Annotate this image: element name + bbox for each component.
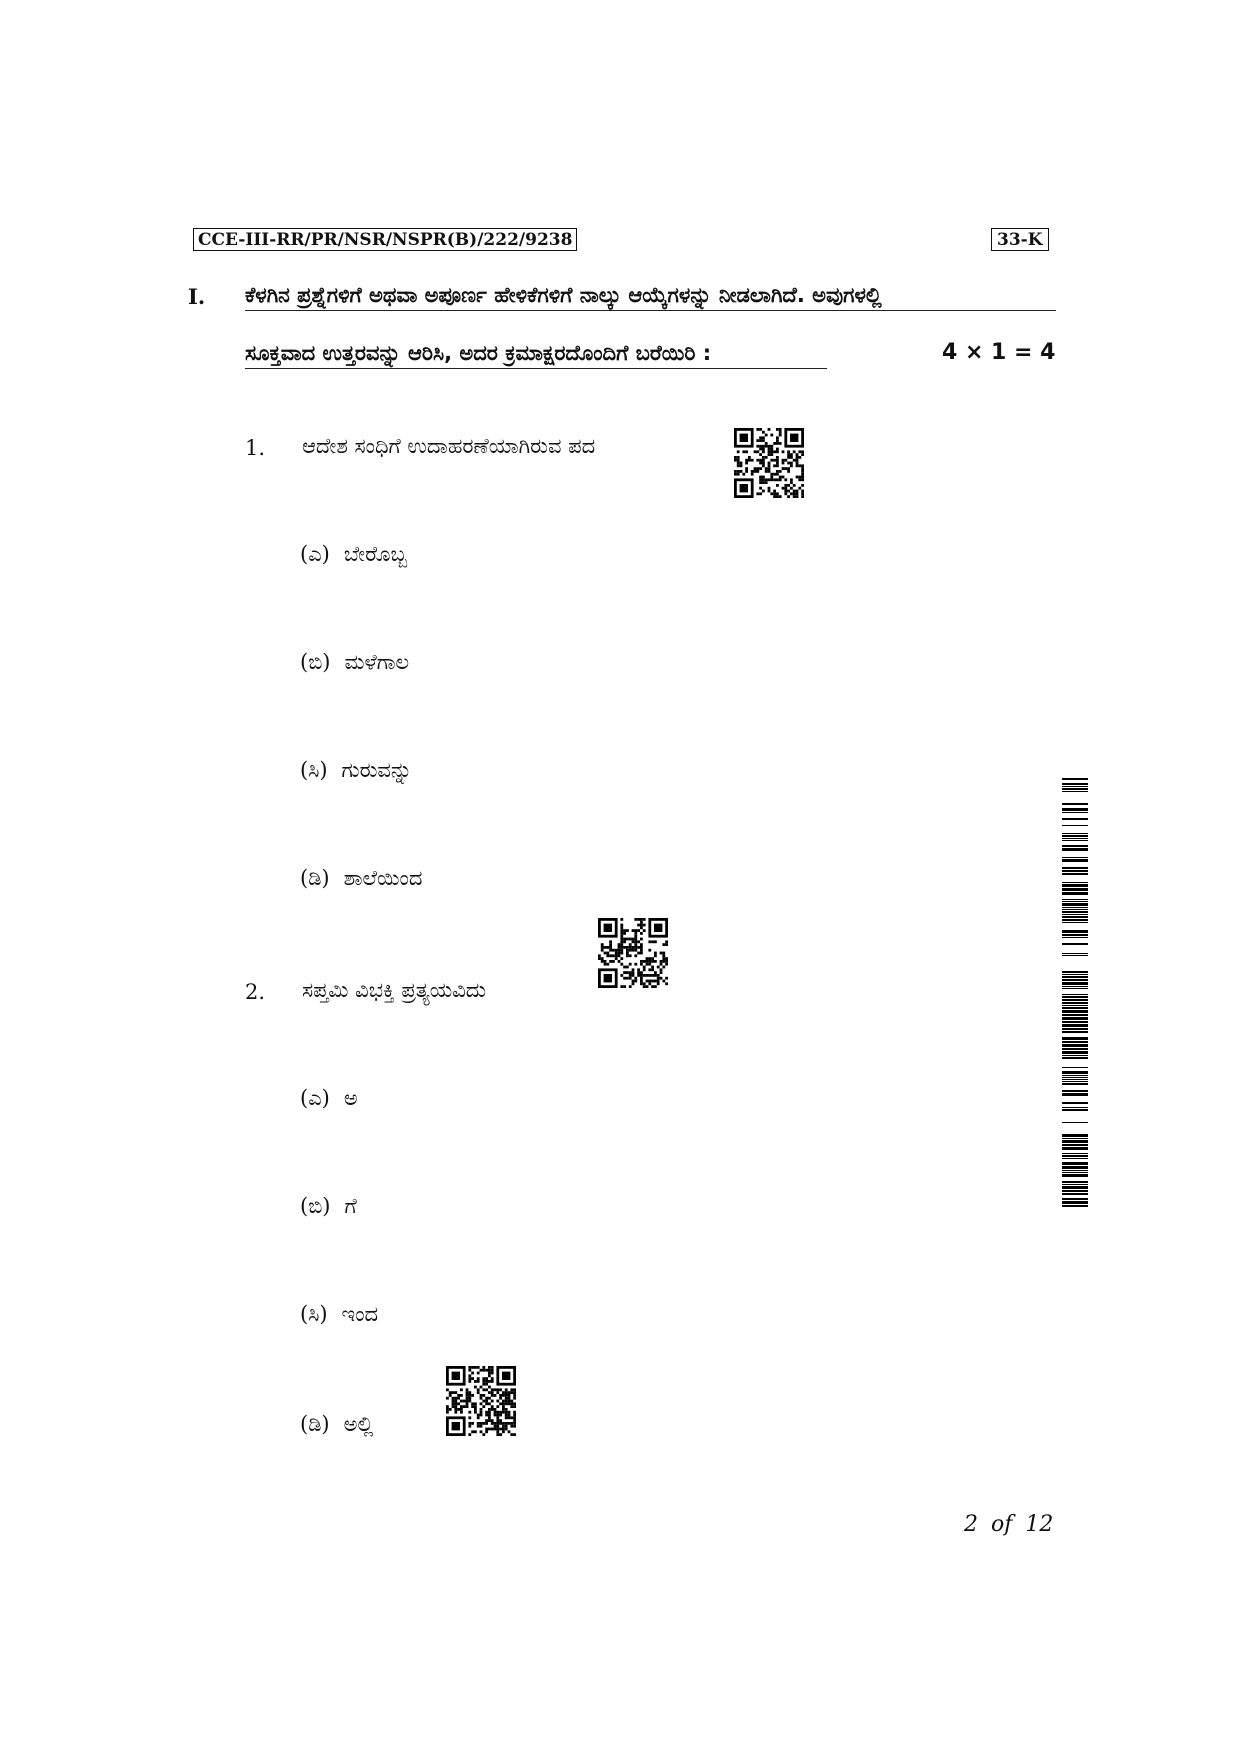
option-label: (ಸಿ) — [300, 1302, 328, 1326]
option-label: (ಎ) — [300, 542, 330, 566]
section-instruction-line2: ಸೂಕ್ತವಾದ ಉತ್ತರವನ್ನು ಆರಿಸಿ, ಅದರ ಕ್ರಮಾಕ್ಷರದೊಂದಿಗೆ ಬರೆಯಿರಿ : — [245, 338, 827, 369]
option-text: ಅಲ್ಲಿ — [343, 1412, 374, 1436]
qr-code-icon — [734, 428, 804, 498]
question-1-text: ಆದೇಶ ಸಂಧಿಗೆ ಉದಾಹರಣೆಯಾಗಿರುವ ಪದ — [302, 434, 596, 458]
qr-code-icon — [446, 1366, 516, 1436]
section-marks: 4 × 1 = 4 — [942, 340, 1056, 365]
question-2-option-a — [300, 1086, 358, 1111]
section-number: I. — [188, 284, 206, 309]
option-text: ಗೆ — [344, 1194, 357, 1218]
option-text: ಗುರುವನ್ನು — [341, 758, 413, 782]
question-2-option-c — [300, 1302, 378, 1327]
option-label: (ಎ) — [300, 1086, 330, 1110]
option-label: (ಡಿ) — [300, 866, 330, 890]
question-2-option-b — [300, 1194, 357, 1219]
question-1-option-b — [300, 650, 409, 675]
option-label: (ಬಿ) — [300, 1194, 331, 1218]
barcode-icon — [1062, 778, 1088, 1218]
option-text: ಬೇರೊಬ್ಬ — [343, 542, 408, 566]
option-label: (ಬಿ) — [300, 650, 331, 674]
section-instruction-line1: ಕೆಳಗಿನ ಪ್ರಶ್ನೆಗಳಿಗೆ ಅಥವಾ ಅಪೂರ್ಣ ಹೇಳಿಕೆಗಳಿಗೆ ನಾಲ್ಕು ಆಯ್ಕೆಗಳನ್ನು ನೀಡಲಾಗಿದೆ. ಅವುಗಳಲ್ಲಿ — [245, 280, 1056, 311]
option-label: (ಸಿ) — [300, 758, 328, 782]
question-1-option-a — [300, 542, 407, 567]
page-indicator: 2 of 12 — [964, 1512, 1054, 1537]
option-text: ಮಳೆಗಾಲ — [344, 650, 410, 674]
option-text: ಇಂದ — [341, 1302, 379, 1326]
question-1-number: 1. — [245, 436, 266, 460]
option-text: ಶಾಲೆಯಿಂದ — [343, 866, 423, 890]
option-label: (ಡಿ) — [300, 1412, 330, 1436]
question-2-option-d — [300, 1412, 373, 1437]
question-1-option-d — [300, 866, 422, 891]
paper-code: 33-K — [991, 228, 1049, 251]
exam-code: CCE-III-RR/PR/NSR/NSPR(B)/222/9238 — [193, 228, 577, 251]
question-2-text: ಸಪ್ತಮಿ ವಿಭಕ್ತಿ ಪ್ರತ್ಯಯವಿದು — [302, 978, 487, 1002]
option-text: ಅ — [343, 1086, 358, 1110]
question-2-number: 2. — [245, 980, 266, 1004]
qr-code-icon — [598, 918, 668, 988]
question-1-option-c — [300, 758, 412, 783]
